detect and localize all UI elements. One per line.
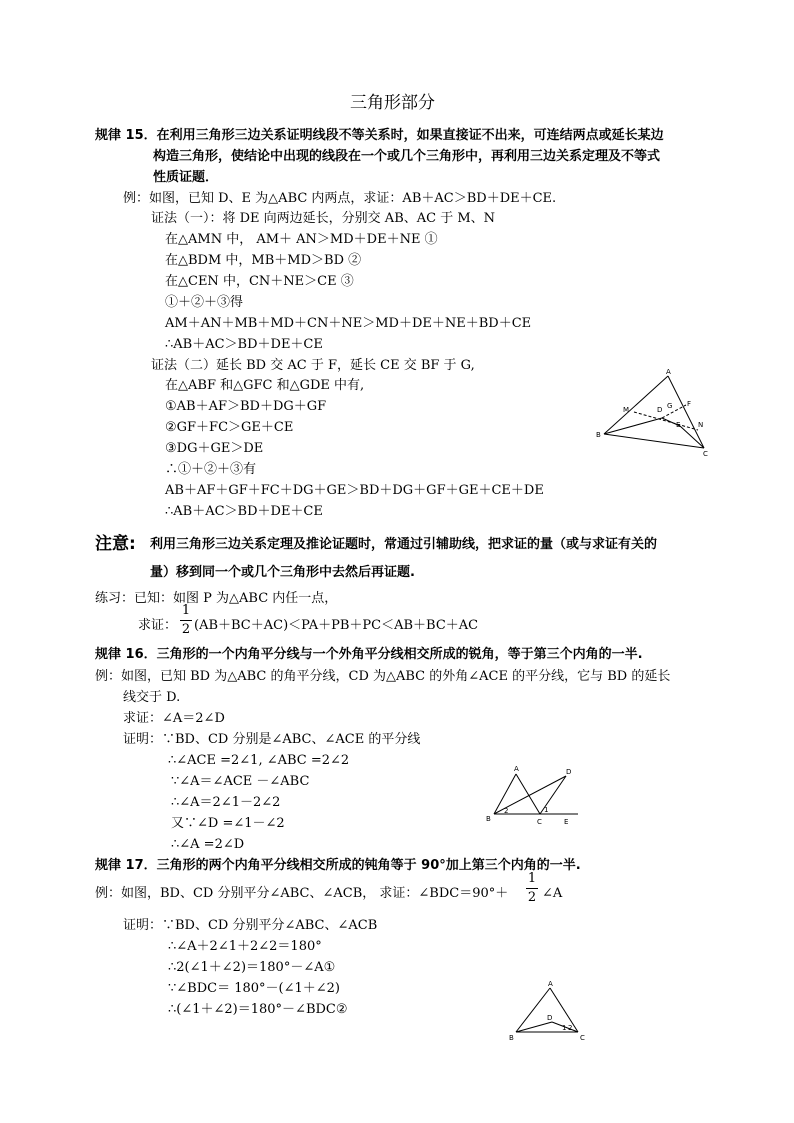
method2-step6: AB＋AF＋GF＋FC＋DG＋GE＞BD＋DG＋GF＋GE＋CE＋DE [165, 483, 544, 498]
method1-step5: AM＋AN＋MB＋MD＋CN＋NE＞MD＋DE＋NE＋BD＋CE [165, 316, 532, 331]
rule17-proof-4: ∵∠BDC＝ 180°－(∠1＋∠2) [168, 981, 341, 996]
rule16-proof-6: ∴∠A =2∠D [171, 837, 245, 852]
fig2-label-e: E [564, 818, 569, 826]
fig3-label-c: C [580, 1034, 585, 1042]
rule16-example: 例：如图，已知 BD 为△ABC 的角平分线，CD 为△ABC 的外角∠ACE 的平分线，它与 BD 的延长 [95, 669, 671, 684]
fig1-label-c: C [703, 450, 708, 458]
method1-intro: 证法（一）：将 DE 向两边延长，分别交 AB、AC 于 M、N [151, 211, 496, 226]
rule16-proof-1: 证明：∵BD、CD 分别是∠ABC、∠ACE 的平分线 [123, 732, 421, 747]
method2-step2: ①AB＋AF＞BD＋DG＋GF [165, 399, 327, 414]
method2-step1: 在△ABF 和△GFC 和△GDE 中有, [165, 378, 365, 393]
note-label: 注意: [95, 534, 136, 554]
note-text: 利用三角形三边关系定理及推论证题时，常通过引辅助线，把求证的量（或与求证有关的 [150, 537, 658, 552]
practice-fraction-bar [180, 620, 192, 621]
fig1-label-n: N [698, 421, 704, 429]
practice-prove-label: 求证： [138, 618, 178, 633]
rule15-example: 例：如图，已知 D、E 为△ABC 内两点，求证：AB＋AC＞BD＋DE＋CE. [123, 191, 557, 206]
rule16-heading: 规律 16．三角形的一个内角平分线与一个外角平分线相交所成的锐角，等于第三个内角的一半. [95, 647, 643, 662]
fig1-label-a: A [666, 368, 671, 376]
note-text-2: 量）移到同一个或几个三角形中去然后再证题. [150, 565, 415, 580]
method2-step4: ③DG＋GE＞DE [165, 441, 264, 456]
rule17-proof-5: ∴(∠1＋∠2)＝180°－∠BDC② [168, 1002, 348, 1017]
method1-conclusion: ∴AB＋AC＞BD＋DE＋CE [165, 337, 323, 352]
fig1-label-f: F [687, 400, 692, 408]
rule17-proof-3: ∴2(∠1＋∠2)＝180°－∠A① [168, 960, 336, 975]
method2-intro: 证法（二）延长 BD 交 AC 于 F，延长 CE 交 BF 于 G, [151, 358, 475, 373]
rule15-heading: 规律 15．在利用三角形三边关系证明线段不等关系时，如果直接证不出来，可连结两点或延长某边 [95, 128, 664, 143]
method1-step2: 在△BDM 中，MB＋MD＞BD ② [165, 253, 362, 268]
practice-fraction-numerator: 1 [181, 603, 191, 618]
figure-angle-bisectors [482, 762, 582, 827]
fig3-label-d: D [547, 1014, 553, 1022]
fig2-label-a: A [514, 765, 519, 773]
rule17-example: 例：如图，BD、CD 分别平分∠ABC、∠ACB， 求证：∠BDC＝90°＋ [95, 886, 509, 901]
fig2-label-b: B [486, 815, 491, 823]
method1-step4: ①＋②＋③得 [165, 295, 244, 310]
method2-conclusion: ∴AB＋AC＞BD＋DE＋CE [165, 504, 323, 519]
fig2-label-c: C [537, 818, 542, 826]
fig1-label-m: M [623, 406, 630, 414]
fig1-label-g: G [667, 402, 673, 410]
fig2-label-d: D [566, 768, 572, 776]
fig2-angle-2: 2 [504, 807, 509, 815]
practice-line: 练习：已知：如图 P 为△ABC 内任一点， [95, 591, 338, 606]
rule16-example-2: 线交于 D. [123, 690, 181, 705]
rule17-example-tail: ∠A [542, 886, 563, 901]
rule17-fraction-denominator: 2 [527, 890, 537, 905]
rule17-proof-2: ∴∠A＋2∠1＋2∠2＝180° [168, 939, 322, 954]
rule15-heading-3: 性质证题． [153, 170, 219, 185]
fig3-label-a: A [548, 980, 553, 988]
method1-step1: 在△AMN 中， AM＋ AN＞MD＋DE＋NE ① [165, 232, 438, 247]
fig1-label-b: B [596, 431, 601, 439]
rule15-heading-2: 构造三角形，使结论中出现的线段在一个或几个三角形中，再利用三边关系定理及不等式 [153, 149, 661, 164]
method2-step3: ②GF＋FC＞GE＋CE [165, 420, 294, 435]
rule17-heading: 规律 17．三角形的两个内角平分线相交所成的钝角等于 90°加上第三个内角的一半. [95, 858, 581, 873]
fig1-label-d: D [657, 406, 663, 414]
fig3-angle-1: 1 [562, 1024, 567, 1032]
practice-fraction-denominator: 2 [181, 622, 191, 637]
rule17-proof-1: 证明：∵BD、CD 分别平分∠ABC、∠ACB [123, 918, 378, 933]
rule16-prove: 求证：∠A＝2∠D [123, 711, 225, 726]
rule16-proof-4: ∴∠A＝2∠1－2∠2 [171, 795, 281, 810]
method2-step5: ∴①＋②＋③有 [165, 462, 257, 477]
practice-expression: (AB＋BC＋AC)＜PA＋PB＋PC＜AB＋BC＋AC [194, 618, 479, 633]
page-title: 三角形部分 [350, 93, 435, 113]
method1-step3: 在△CEN 中，CN＋NE＞CE ③ [165, 274, 354, 289]
rule16-proof-3: ∵∠A＝∠ACE －∠ABC [171, 774, 310, 789]
fig3-angle-2: 2 [568, 1024, 573, 1032]
fig3-label-b: B [509, 1034, 514, 1042]
fig1-label-e: E [676, 421, 681, 429]
rule16-proof-5: 又∵∠D =∠1－∠2 [171, 816, 285, 831]
rule17-fraction-numerator: 1 [527, 871, 537, 886]
rule17-fraction-bar [526, 888, 538, 889]
rule16-proof-2: ∴∠ACE =2∠1, ∠ABC =2∠2 [168, 753, 350, 768]
fig2-angle-1: 1 [544, 806, 549, 814]
figure-triangle-abc-1 [590, 368, 720, 458]
figure-incenter-triangle [504, 978, 594, 1046]
